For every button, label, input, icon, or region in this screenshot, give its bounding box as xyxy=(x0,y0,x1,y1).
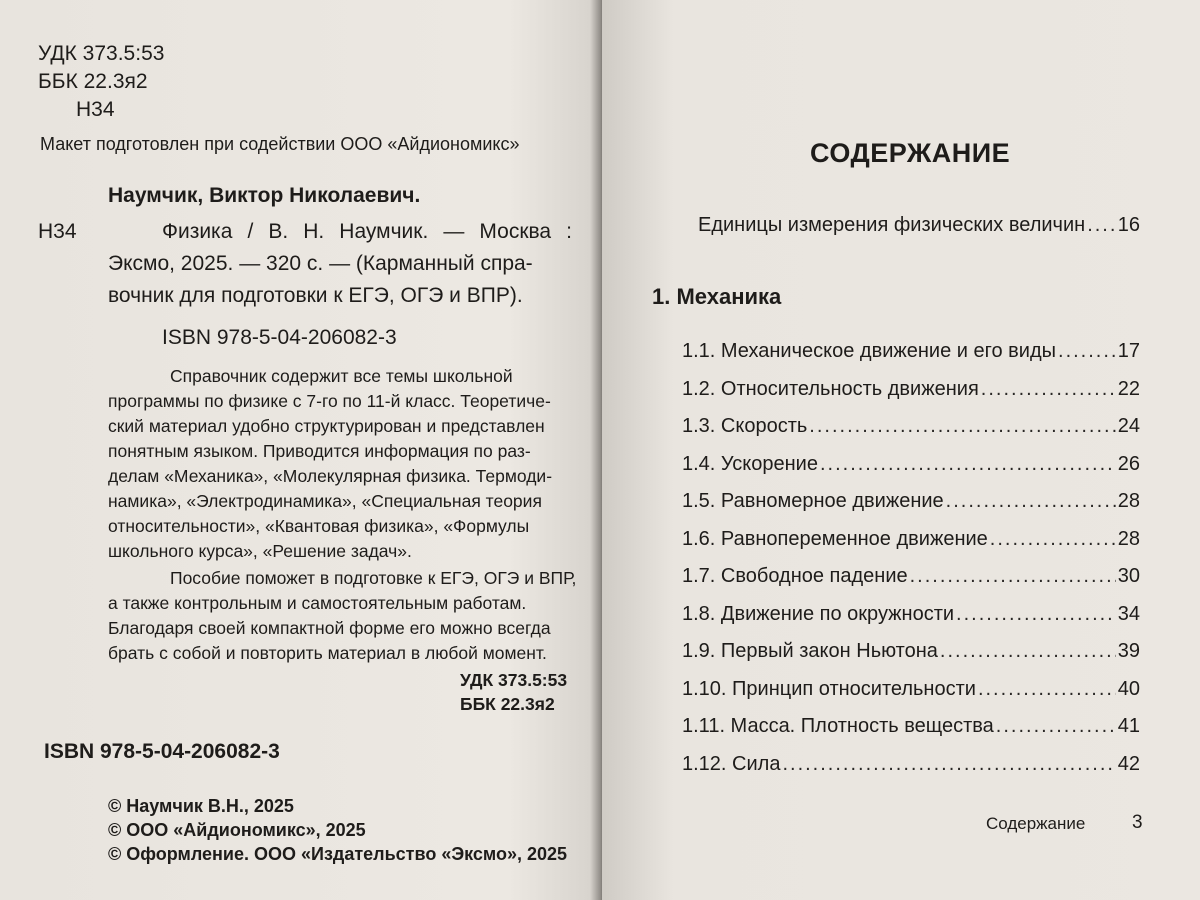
abstract-line-1: Справочник содержит все темы школьной xyxy=(170,366,513,386)
udc-code: УДК 373.5:53 xyxy=(38,42,165,65)
toc-entry-label: 1.5. Равномерное движение xyxy=(682,490,944,512)
abstract-line-12: брать с собой и повторить материал в любой момент. xyxy=(108,643,547,663)
toc-dot-leader xyxy=(946,490,1116,513)
bib-line-2: Эксмо, 2025. — 320 с. — (Карманный спра- xyxy=(108,252,533,275)
isbn-inline: ISBN 978-5-04-206082-3 xyxy=(162,326,397,349)
copyright-eksmo: © Оформление. ООО «Издательство «Эксмо», 2025 xyxy=(108,844,568,864)
toc-entry-label: 1.9. Первый закон Ньютона xyxy=(682,640,938,662)
toc-entry xyxy=(682,340,1140,366)
right-page xyxy=(602,0,1200,900)
abstract-line-3: ский материал удобно структурирован и представлен xyxy=(108,416,545,436)
toc-entry-label: 1.7. Свободное падение xyxy=(682,565,908,587)
author-mark: Н34 xyxy=(76,98,115,121)
copyright-aidionomiks: © ООО «Айдиономикс», 2025 xyxy=(108,820,366,840)
section-title-mechanics: 1. Механика xyxy=(652,284,782,309)
toc-entry-label: 1.10. Принцип относительности xyxy=(682,677,976,700)
toc-entry-page: 22 xyxy=(1117,377,1140,400)
toc-dot-leader xyxy=(809,415,1115,438)
abstract-line-9: Пособие поможет в подготовке к ЕГЭ, ОГЭ и ВПР, xyxy=(170,568,577,588)
toc-entry-page: 16 xyxy=(1117,214,1140,236)
toc-dot-leader xyxy=(956,603,1116,626)
toc-dot-leader xyxy=(1087,214,1116,237)
toc-entry xyxy=(682,490,1140,516)
page-number: 3 xyxy=(1132,812,1143,833)
toc-entry xyxy=(682,528,1140,554)
toc-entry-page: 17 xyxy=(1117,340,1140,362)
abstract-line-4: понятным языком. Приводится информация по раз- xyxy=(108,441,531,461)
toc-entry xyxy=(682,678,1140,704)
toc-entry-page: 30 xyxy=(1117,565,1140,587)
left-page xyxy=(0,0,598,900)
toc-entry-page: 24 xyxy=(1117,415,1140,437)
toc-entry xyxy=(682,565,1140,591)
toc-entry xyxy=(682,378,1140,404)
toc-entry xyxy=(682,753,1140,779)
abstract-line-11: Благодаря своей компактной форме его можно всегда xyxy=(108,618,551,638)
toc-entry-page: 28 xyxy=(1117,527,1140,550)
abstract-line-5: делам «Механика», «Молекулярная физика. Термоди- xyxy=(108,466,553,486)
layout-credit: Макет подготовлен при содействии ООО «Айдиономикс» xyxy=(40,134,520,154)
toc-dot-leader xyxy=(978,678,1116,701)
toc-entry-label: 1.3. Скорость xyxy=(682,415,808,437)
toc-entry-page: 26 xyxy=(1117,452,1140,475)
toc-dot-leader xyxy=(981,378,1116,401)
toc-dot-leader xyxy=(910,565,1116,588)
bbk-code-bottom: ББК 22.3я2 xyxy=(460,694,555,714)
toc-entry-page: 41 xyxy=(1117,715,1140,737)
toc-entry xyxy=(682,640,1140,666)
toc-entry-page: 34 xyxy=(1117,602,1140,625)
abstract-line-7: относительности», «Квантовая физика», «Формулы xyxy=(108,516,530,536)
bbk-code: ББК 22.3я2 xyxy=(38,70,148,93)
toc-entry-label: 1.6. Равнопеременное движение xyxy=(682,527,988,550)
abstract-line-10: а также контрольным и самостоятельным работам. xyxy=(108,593,527,613)
toc-dot-leader xyxy=(990,528,1116,551)
toc-entry-label: 1.11. Масса. Плотность вещества xyxy=(682,715,994,737)
abstract-line-6: намика», «Электродинамика», «Специальная теория xyxy=(108,491,542,511)
toc-entry-page: 28 xyxy=(1117,490,1140,512)
toc-entry-label: 1.12. Сила xyxy=(682,752,781,775)
toc-dot-leader xyxy=(940,640,1116,663)
copyright-author: © Наумчик В.Н., 2025 xyxy=(108,796,294,816)
toc-entry xyxy=(682,715,1140,741)
toc-dot-leader xyxy=(1058,340,1116,363)
toc-title: СОДЕРЖАНИЕ xyxy=(810,138,1011,168)
toc-entry-label: 1.8. Движение по окружности xyxy=(682,602,955,625)
isbn-main: ISBN 978-5-04-206082-3 xyxy=(44,740,280,763)
toc-entry-label: 1.4. Ускорение xyxy=(682,452,818,475)
toc-dot-leader xyxy=(782,753,1115,776)
toc-entry-label: Единицы измерения физических величин xyxy=(698,214,1086,236)
toc-entry xyxy=(682,603,1140,629)
abstract-line-8: школьного курса», «Решение задач». xyxy=(108,541,412,561)
toc-entry-page: 39 xyxy=(1117,640,1140,662)
running-footer-label: Содержание xyxy=(986,814,1086,833)
toc-entry-page: 42 xyxy=(1117,752,1140,775)
abstract-line-2: программы по физике с 7-го по 11-й класс. Теоретиче- xyxy=(108,391,551,411)
toc-entry xyxy=(682,453,1140,479)
bib-line-1: Физика / В. Н. Наумчик. — Москва : xyxy=(162,220,572,243)
toc-entry-units xyxy=(698,214,1140,240)
bib-line-3: вочник для подготовки к ЕГЭ, ОГЭ и ВПР). xyxy=(108,284,523,307)
toc-entry-label: 1.1. Механическое движение и его виды xyxy=(682,340,1057,362)
shelf-code: Н34 xyxy=(38,220,77,243)
toc-entry xyxy=(682,415,1140,441)
toc-entry-label: 1.2. Относительность движения xyxy=(682,377,979,400)
author-name: Наумчик, Виктор Николаевич. xyxy=(108,184,421,207)
toc-entry-page: 40 xyxy=(1117,677,1140,700)
toc-dot-leader xyxy=(820,453,1116,476)
udc-code-bottom: УДК 373.5:53 xyxy=(460,670,568,690)
toc-dot-leader xyxy=(996,715,1116,738)
